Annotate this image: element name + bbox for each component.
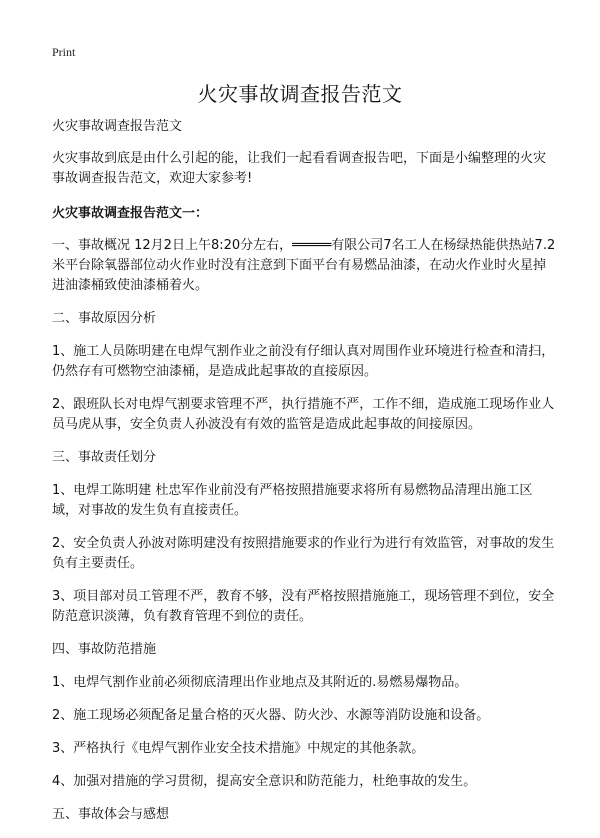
intro-paragraph: 火灾事故到底是由什么引起的能，让我们一起看看调查报告吧，下面是小编整理的火灾事故调查报告范文，欢迎大家参考! bbox=[52, 151, 547, 186]
paragraph-responsibility-3: 3、项目部对员工管理不严，教育不够，没有严格按照措施施工，现场管理不到位，安全防范意识淡薄，负有教育管理不到位的责任。 bbox=[52, 589, 555, 624]
heading-reflection: 五、事故体会与感想 bbox=[52, 807, 170, 822]
paragraph-responsibility-1: 1、电焊工陈明建 杜忠军作业前没有严格按照措施要求将所有易燃物品清理出施工区域，对事故的发生负有直接责任。 bbox=[52, 483, 533, 518]
print-label: Print bbox=[52, 45, 76, 59]
paragraph-prevention-2: 2、施工现场必须配备足量合格的灭火器、防火沙、水源等消防设施和设备。 bbox=[52, 708, 490, 723]
heading-prevention: 四、事故防范措施 bbox=[52, 642, 157, 657]
paragraph-responsibility-2: 2、安全负责人孙波对陈明建没有按照措施要求的作业行为进行有效监管，对事故的发生负有主要责任。 bbox=[52, 536, 555, 571]
document-body bbox=[52, 117, 558, 838]
heading-responsibility: 三、事故责任划分 bbox=[52, 450, 157, 465]
heading-cause-analysis: 二、事故原因分析 bbox=[52, 311, 157, 326]
document-title: 火灾事故调查报告范文 bbox=[197, 82, 403, 106]
paragraph-prevention-1: 1、电焊气割作业前必须彻底清理出作业地点及其附近的.易燃易爆物品。 bbox=[52, 675, 468, 690]
document-subtitle: 火灾事故调查报告范文 bbox=[52, 119, 183, 134]
paragraph-direct-cause: 1、施工人员陈明建在电焊气割作业之前没有仔细认真对周围作业环境进行检查和清扫，仍然存有可燃物空油漆桶，是造成此起事故的直接原因。 bbox=[52, 344, 555, 379]
paragraph-indirect-cause: 2、跟班队长对电焊气割要求管理不严，执行措施不严，工作不细，造成施工现场作业人员马虎从事，安全负责人孙波没有有效的监管是造成此起事故的间接原因。 bbox=[52, 397, 555, 432]
paragraph-prevention-3: 3、严格执行《电焊气割作业安全技术措施》中规定的其他条款。 bbox=[52, 741, 425, 756]
paragraph-prevention-4: 4、加强对措施的学习贯彻，提高安全意识和防范能力，杜绝事故的发生。 bbox=[52, 774, 477, 789]
section-title: 火灾事故调查报告范文一： bbox=[52, 206, 209, 221]
paragraph-incident-overview: 一、事故概况 12月2日上午8:20分左右，═════有限公司7名工人在杨绿热能供热站7.2米平台除氧器部位动火作业时没有注意到下面平台有易燃品油漆，在动火作业时火星掉进油漆桶致使油漆桶着火。 bbox=[52, 238, 556, 293]
